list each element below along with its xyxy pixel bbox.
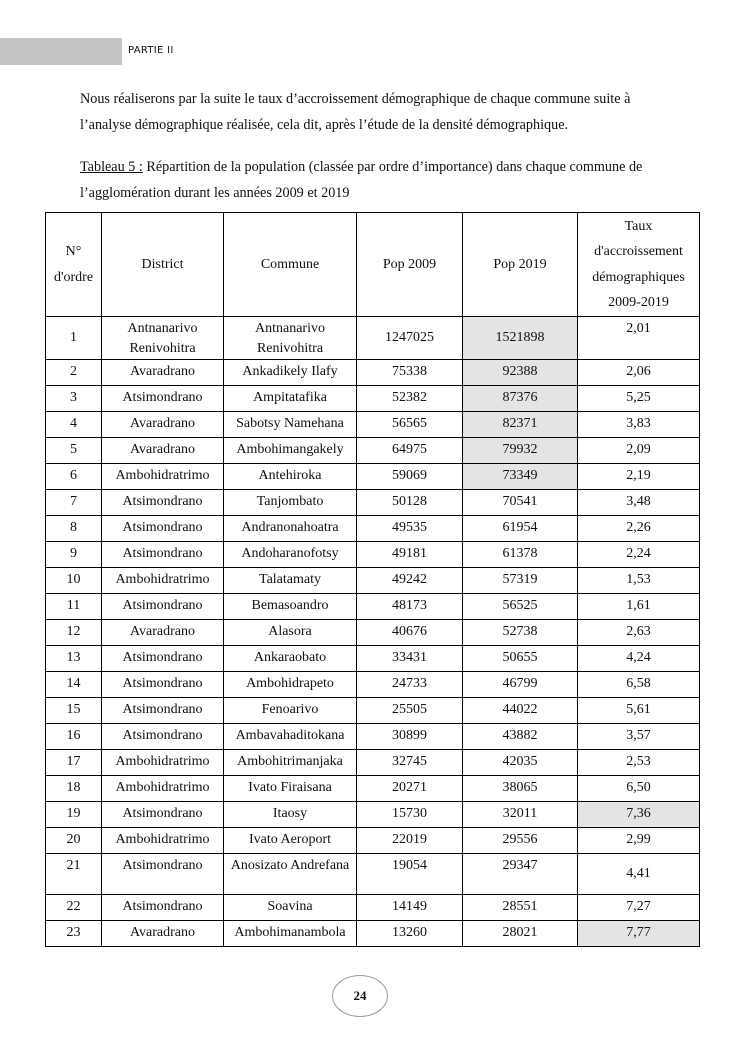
population-table xyxy=(45,212,700,947)
table-row xyxy=(46,490,700,516)
cell-taux: 2,26 xyxy=(578,516,700,542)
cell-taux: 7,27 xyxy=(578,895,700,921)
cell-commune: Ankadikely Ilafy xyxy=(224,360,357,386)
cell-pop2009: 40676 xyxy=(357,620,463,646)
table-row xyxy=(46,724,700,750)
cell-taux: 4,41 xyxy=(578,854,700,895)
cell-order: 13 xyxy=(46,646,102,672)
cell-taux: 2,53 xyxy=(578,750,700,776)
cell-district: Atsimondrano xyxy=(102,672,224,698)
cell-order: 7 xyxy=(46,490,102,516)
cell-order: 17 xyxy=(46,750,102,776)
col-header-taux: Taux d'accroissement démographiques 2009-2019 xyxy=(578,213,700,317)
cell-order: 14 xyxy=(46,672,102,698)
cell-commune: Ivato Firaisana xyxy=(224,776,357,802)
cell-district: Avaradrano xyxy=(102,921,224,947)
cell-taux: 2,99 xyxy=(578,828,700,854)
table-row xyxy=(46,516,700,542)
table-row xyxy=(46,698,700,724)
cell-pop2019: 32011 xyxy=(463,802,578,828)
table-row xyxy=(46,438,700,464)
cell-district: Atsimondrano xyxy=(102,542,224,568)
cell-pop2019: 42035 xyxy=(463,750,578,776)
cell-pop2009: 1247025 xyxy=(357,317,463,360)
cell-order: 12 xyxy=(46,620,102,646)
cell-taux: 2,24 xyxy=(578,542,700,568)
table-row xyxy=(46,594,700,620)
cell-pop2019: 38065 xyxy=(463,776,578,802)
cell-order: 4 xyxy=(46,412,102,438)
cell-district: Avaradrano xyxy=(102,412,224,438)
cell-district: Antnanarivo Renivohitra xyxy=(102,317,224,360)
cell-pop2009: 25505 xyxy=(357,698,463,724)
table-row xyxy=(46,646,700,672)
cell-order: 22 xyxy=(46,895,102,921)
cell-pop2009: 59069 xyxy=(357,464,463,490)
cell-pop2019: 70541 xyxy=(463,490,578,516)
cell-commune: Ampitatafika xyxy=(224,386,357,412)
table-row xyxy=(46,412,700,438)
cell-order: 9 xyxy=(46,542,102,568)
cell-commune: Ambavahaditokana xyxy=(224,724,357,750)
cell-district: Ambohidratrimo xyxy=(102,568,224,594)
cell-order: 3 xyxy=(46,386,102,412)
cell-commune: Fenoarivo xyxy=(224,698,357,724)
cell-taux: 1,53 xyxy=(578,568,700,594)
cell-district: Atsimondrano xyxy=(102,698,224,724)
cell-pop2019: 92388 xyxy=(463,360,578,386)
cell-order: 19 xyxy=(46,802,102,828)
cell-pop2009: 15730 xyxy=(357,802,463,828)
cell-commune: Sabotsy Namehana xyxy=(224,412,357,438)
cell-pop2019: 82371 xyxy=(463,412,578,438)
cell-commune: Ambohidrapeto xyxy=(224,672,357,698)
col-header-commune: Commune xyxy=(224,213,357,317)
cell-commune: Tanjombato xyxy=(224,490,357,516)
cell-district: Atsimondrano xyxy=(102,594,224,620)
table-row xyxy=(46,568,700,594)
table-row xyxy=(46,921,700,947)
cell-taux: 1,61 xyxy=(578,594,700,620)
cell-pop2009: 56565 xyxy=(357,412,463,438)
cell-taux: 2,06 xyxy=(578,360,700,386)
cell-pop2009: 14149 xyxy=(357,895,463,921)
cell-commune: Ambohimanambola xyxy=(224,921,357,947)
cell-district: Avaradrano xyxy=(102,438,224,464)
cell-order: 21 xyxy=(46,854,102,895)
cell-pop2009: 19054 xyxy=(357,854,463,895)
cell-district: Avaradrano xyxy=(102,620,224,646)
cell-pop2019: 52738 xyxy=(463,620,578,646)
table-row xyxy=(46,542,700,568)
table-row xyxy=(46,828,700,854)
table-row xyxy=(46,895,700,921)
cell-pop2009: 52382 xyxy=(357,386,463,412)
cell-pop2009: 33431 xyxy=(357,646,463,672)
cell-district: Atsimondrano xyxy=(102,646,224,672)
col-header-pop2009: Pop 2009 xyxy=(357,213,463,317)
cell-commune: Antehiroka xyxy=(224,464,357,490)
cell-district: Atsimondrano xyxy=(102,490,224,516)
table-row xyxy=(46,750,700,776)
cell-commune: Andoharanofotsy xyxy=(224,542,357,568)
col-header-district: District xyxy=(102,213,224,317)
cell-commune: Itaosy xyxy=(224,802,357,828)
cell-pop2009: 22019 xyxy=(357,828,463,854)
cell-commune: Ivato Aeroport xyxy=(224,828,357,854)
cell-pop2019: 28551 xyxy=(463,895,578,921)
table-row xyxy=(46,386,700,412)
cell-order: 6 xyxy=(46,464,102,490)
cell-district: Atsimondrano xyxy=(102,516,224,542)
cell-order: 10 xyxy=(46,568,102,594)
cell-taux: 5,61 xyxy=(578,698,700,724)
table-row xyxy=(46,854,700,895)
cell-order: 8 xyxy=(46,516,102,542)
cell-commune: Soavina xyxy=(224,895,357,921)
cell-order: 15 xyxy=(46,698,102,724)
cell-district: Atsimondrano xyxy=(102,386,224,412)
cell-commune: Antnanarivo Renivohitra xyxy=(224,317,357,360)
cell-pop2019: 61378 xyxy=(463,542,578,568)
cell-pop2019: 29556 xyxy=(463,828,578,854)
cell-commune: Anosizato Andrefana xyxy=(224,854,357,895)
cell-taux: 7,77 xyxy=(578,921,700,947)
cell-pop2019: 87376 xyxy=(463,386,578,412)
table-header-row xyxy=(46,213,700,317)
cell-district: Ambohidratrimo xyxy=(102,776,224,802)
cell-taux: 7,36 xyxy=(578,802,700,828)
cell-pop2009: 50128 xyxy=(357,490,463,516)
section-header: PARTIE II xyxy=(128,45,174,56)
col-header-order: N° d'ordre xyxy=(46,213,102,317)
cell-pop2009: 49242 xyxy=(357,568,463,594)
cell-taux: 2,19 xyxy=(578,464,700,490)
cell-pop2009: 13260 xyxy=(357,921,463,947)
cell-pop2019: 61954 xyxy=(463,516,578,542)
caption-label: Tableau 5 : xyxy=(80,159,143,175)
cell-commune: Alasora xyxy=(224,620,357,646)
cell-taux: 2,09 xyxy=(578,438,700,464)
cell-commune: Ambohimangakely xyxy=(224,438,357,464)
cell-commune: Talatamaty xyxy=(224,568,357,594)
cell-district: Atsimondrano xyxy=(102,895,224,921)
cell-pop2019: 57319 xyxy=(463,568,578,594)
cell-pop2019: 43882 xyxy=(463,724,578,750)
cell-taux: 3,83 xyxy=(578,412,700,438)
cell-taux: 3,57 xyxy=(578,724,700,750)
table-caption xyxy=(80,154,680,206)
cell-order: 1 xyxy=(46,317,102,360)
cell-pop2019: 46799 xyxy=(463,672,578,698)
cell-commune: Ankaraobato xyxy=(224,646,357,672)
table-row xyxy=(46,464,700,490)
table-row xyxy=(46,802,700,828)
table-body xyxy=(46,317,700,947)
cell-pop2009: 49535 xyxy=(357,516,463,542)
table-row xyxy=(46,776,700,802)
cell-commune: Ambohitrimanjaka xyxy=(224,750,357,776)
cell-pop2019: 29347 xyxy=(463,854,578,895)
cell-order: 2 xyxy=(46,360,102,386)
cell-district: Atsimondrano xyxy=(102,854,224,895)
cell-taux: 4,24 xyxy=(578,646,700,672)
cell-taux: 6,58 xyxy=(578,672,700,698)
cell-district: Ambohidratrimo xyxy=(102,828,224,854)
cell-pop2019: 1521898 xyxy=(463,317,578,360)
cell-district: Avaradrano xyxy=(102,360,224,386)
cell-pop2009: 30899 xyxy=(357,724,463,750)
cell-taux: 2,63 xyxy=(578,620,700,646)
cell-pop2009: 49181 xyxy=(357,542,463,568)
cell-taux: 5,25 xyxy=(578,386,700,412)
cell-district: Atsimondrano xyxy=(102,802,224,828)
cell-order: 11 xyxy=(46,594,102,620)
cell-pop2009: 24733 xyxy=(357,672,463,698)
page-number: 24 xyxy=(332,975,388,1017)
cell-commune: Andranonahoatra xyxy=(224,516,357,542)
cell-pop2019: 44022 xyxy=(463,698,578,724)
cell-order: 18 xyxy=(46,776,102,802)
caption-text: Répartition de la population (classée par ordre d’importance) dans chaque commune de l’agglomération durant les années 2009 et 2019 xyxy=(80,159,643,201)
cell-district: Atsimondrano xyxy=(102,724,224,750)
cell-pop2019: 79932 xyxy=(463,438,578,464)
table-row xyxy=(46,317,700,360)
cell-pop2009: 32745 xyxy=(357,750,463,776)
cell-pop2009: 48173 xyxy=(357,594,463,620)
table-row xyxy=(46,360,700,386)
cell-commune: Bemasoandro xyxy=(224,594,357,620)
cell-pop2019: 28021 xyxy=(463,921,578,947)
cell-taux: 2,01 xyxy=(578,317,700,360)
cell-pop2009: 20271 xyxy=(357,776,463,802)
cell-district: Ambohidratrimo xyxy=(102,464,224,490)
cell-order: 16 xyxy=(46,724,102,750)
cell-pop2009: 75338 xyxy=(357,360,463,386)
col-header-pop2019: Pop 2019 xyxy=(463,213,578,317)
cell-taux: 3,48 xyxy=(578,490,700,516)
table-row xyxy=(46,620,700,646)
table-row xyxy=(46,672,700,698)
cell-district: Ambohidratrimo xyxy=(102,750,224,776)
cell-pop2019: 73349 xyxy=(463,464,578,490)
intro-paragraph: Nous réaliserons par la suite le taux d’accroissement démographique de chaque commune suite à l’analyse démographique réalisée, cela dit, après l’étude de la densité démographique. xyxy=(80,91,631,133)
cell-pop2019: 50655 xyxy=(463,646,578,672)
cell-order: 20 xyxy=(46,828,102,854)
header-bar xyxy=(0,38,122,65)
cell-pop2009: 64975 xyxy=(357,438,463,464)
cell-order: 23 xyxy=(46,921,102,947)
cell-order: 5 xyxy=(46,438,102,464)
cell-taux: 6,50 xyxy=(578,776,700,802)
cell-pop2019: 56525 xyxy=(463,594,578,620)
